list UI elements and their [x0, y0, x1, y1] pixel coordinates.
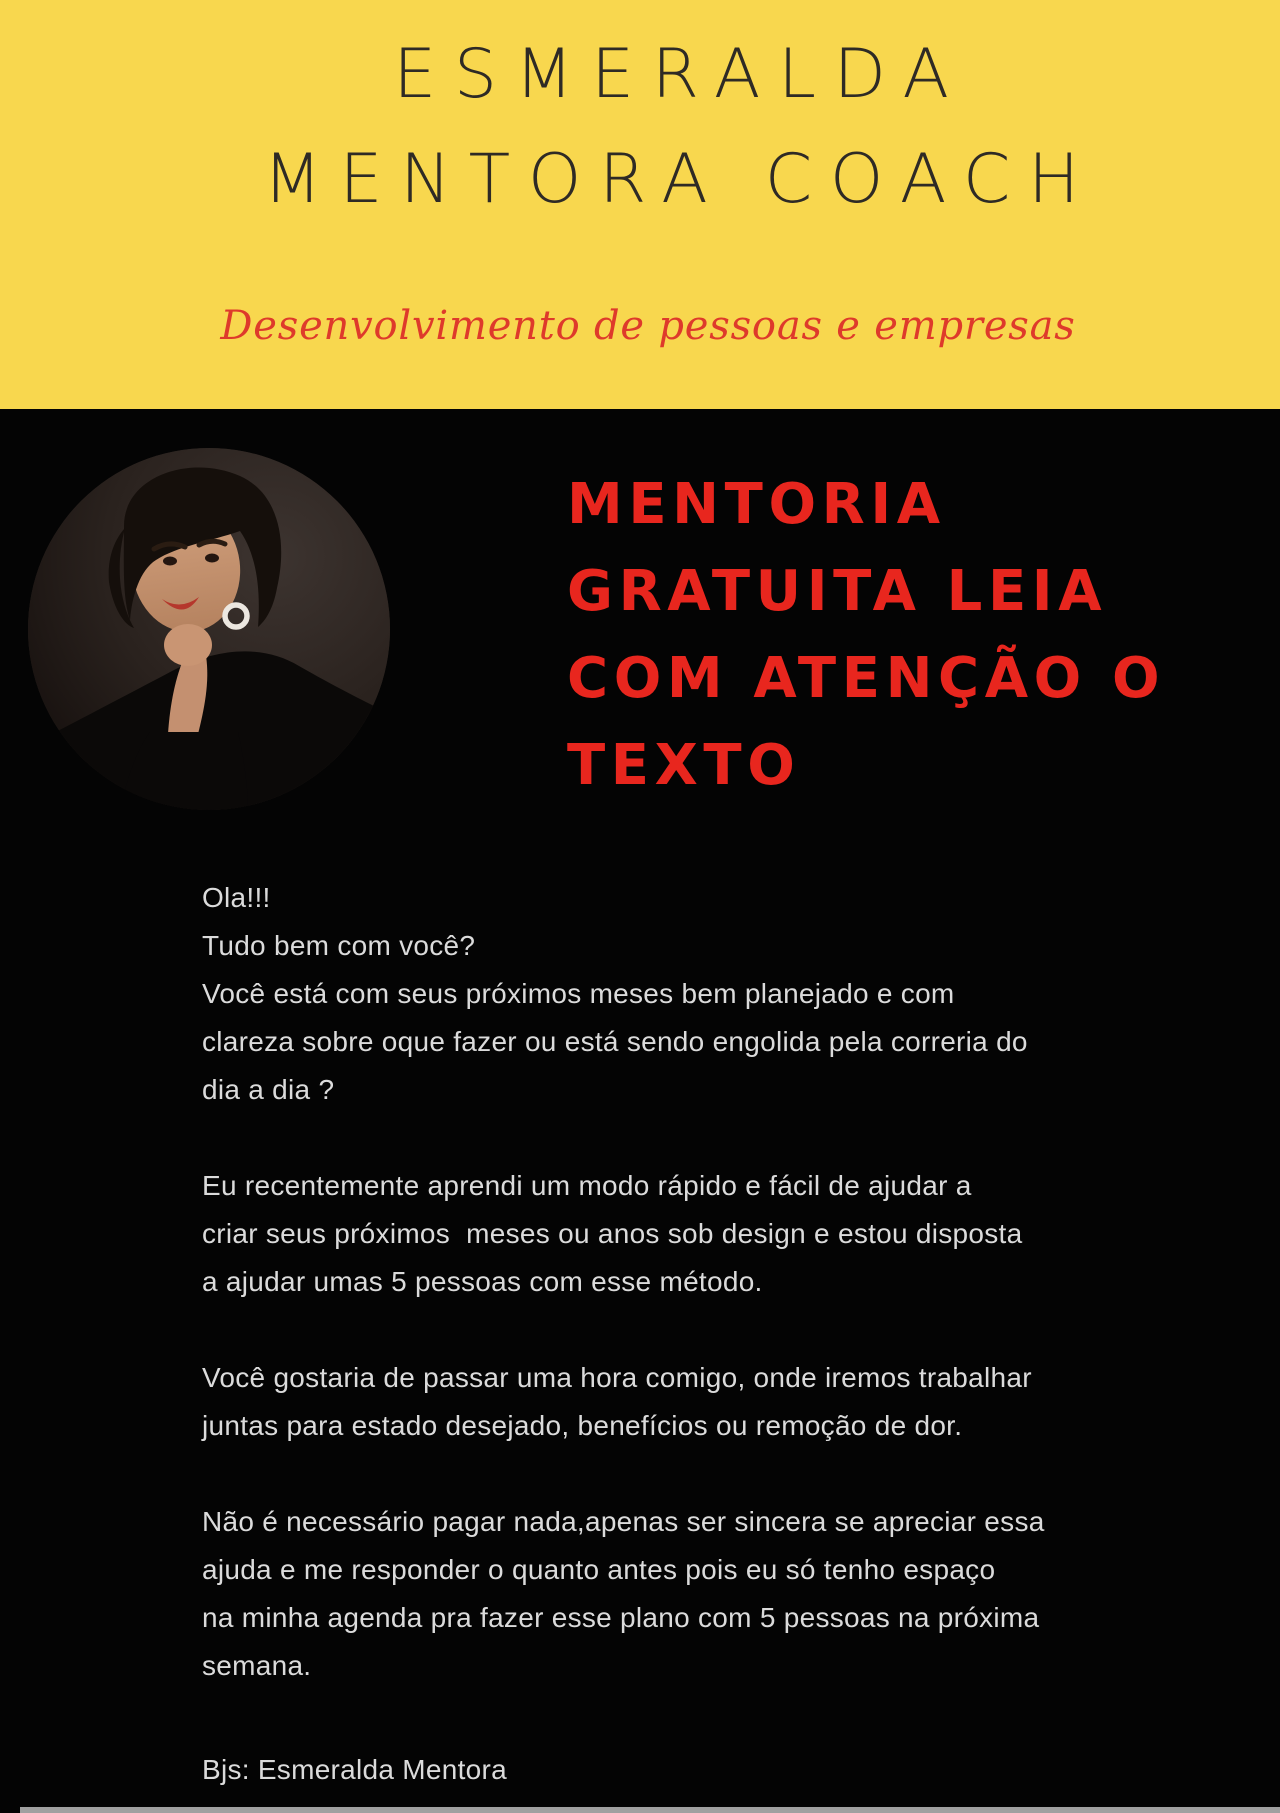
hero-heading-line: TEXTO [567, 733, 801, 798]
body-text-line: juntas para estado desejado, benefícios ou remoção de dor. [202, 1410, 963, 1441]
hero-heading-line: COM ATENÇÃO O [567, 646, 1166, 711]
body-text-line: semana. [202, 1650, 312, 1681]
paragraph-method [202, 1162, 1202, 1306]
body-text-line: Você está com seus próximos meses bem planejado e com [202, 978, 955, 1009]
brand-title [40, 0, 1280, 232]
paragraph-conditions [202, 1498, 1202, 1690]
body-text-line: a ajudar umas 5 pessoas com esse método. [202, 1266, 763, 1297]
hero-heading-line: MENTORIA [567, 472, 946, 537]
bottom-bar [20, 1807, 1280, 1813]
dark-section [0, 409, 1280, 1813]
signature: Bjs: Esmeralda Mentora [202, 1754, 507, 1785]
body-text-line: clareza sobre oque fazer ou está sendo engolida pela correria do [202, 1026, 1028, 1057]
title-line-1: ESMERALDA [393, 35, 967, 114]
body-copy [202, 874, 1202, 1794]
body-text-line: Tudo bem com você? [202, 930, 476, 961]
body-text-line: na minha agenda pra fazer esse plano com 5 pessoas na próxima [202, 1602, 1040, 1633]
hero-heading [567, 461, 1165, 809]
portrait-illustration [28, 448, 390, 810]
paragraph-invite [202, 1354, 1202, 1450]
body-text-line: dia a dia ? [202, 1074, 335, 1105]
paragraph-greeting [202, 874, 1202, 1114]
body-text-line: Ola!!! [202, 882, 271, 913]
header-band [0, 0, 1280, 409]
hero-heading-line: GRATUITA LEIA [567, 559, 1108, 624]
body-text-line: ajuda e me responder o quanto antes pois eu só tenho espaço [202, 1554, 996, 1585]
body-text-line: criar seus próximos meses ou anos sob design e estou disposta [202, 1218, 1023, 1249]
body-text-line: Você gostaria de passar uma hora comigo, onde iremos trabalhar [202, 1362, 1032, 1393]
title-line-2: MENTORA COACH [263, 140, 1097, 219]
body-text-line: Não é necessário pagar nada,apenas ser sincera se apreciar essa [202, 1506, 1045, 1537]
profile-photo [28, 448, 390, 810]
tagline: Desenvolvimento de pessoas e empresas [220, 303, 1076, 349]
body-text-line: Eu recentemente aprendi um modo rápido e fácil de ajudar a [202, 1170, 972, 1201]
